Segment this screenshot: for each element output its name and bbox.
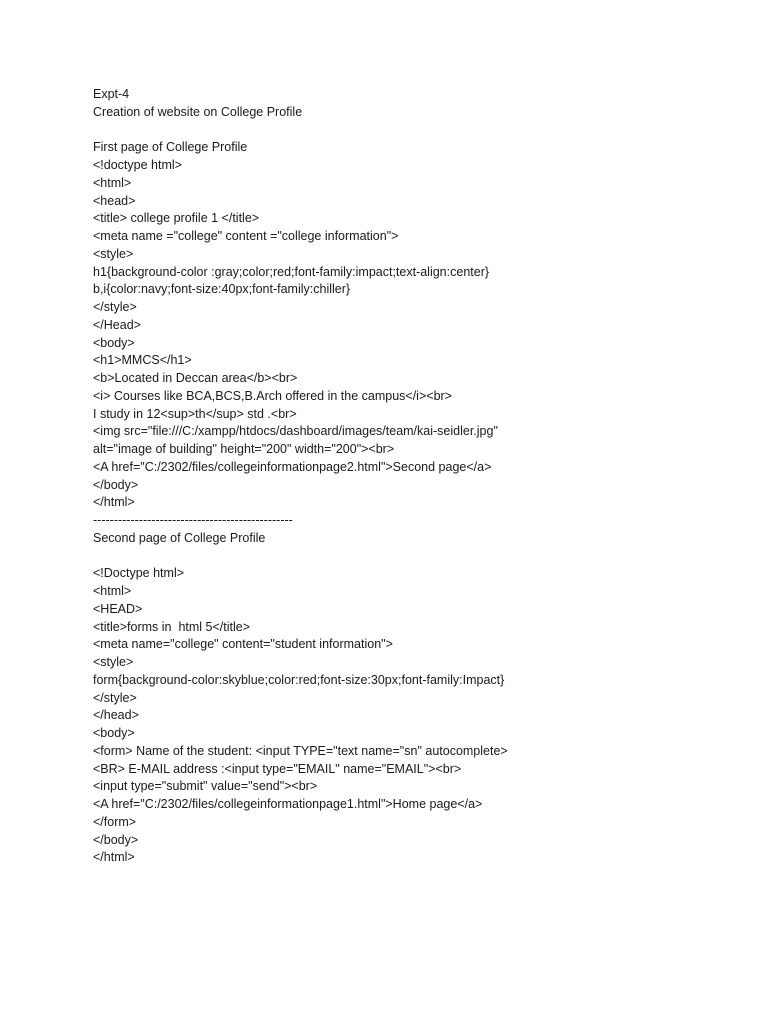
code-line: <A href="C:/2302/files/collegeinformationpage1.html">Home page</a> — [93, 797, 483, 811]
code-line: form{background-color:skyblue;color:red;font-size:30px;font-family:Impact} — [93, 672, 505, 687]
code-line: <A href="C:/2302/files/collegeinformationpage2.html">Second page</a> — [93, 459, 492, 474]
code-line: <b>Located in Deccan area</b><br> — [93, 371, 298, 385]
code-line: <body> — [93, 335, 135, 350]
code-line: </html> — [93, 495, 135, 510]
code-line: <title>forms in html 5</title> — [93, 619, 251, 634]
document-heading: Expt-4 — [93, 87, 130, 101]
code-line: <html> — [93, 175, 132, 190]
code-line: <meta name="college" content="student information"> — [93, 637, 393, 652]
first-section-title: First page of College Profile — [93, 140, 248, 155]
blank-line — [93, 122, 733, 140]
code-line: </style> — [93, 690, 137, 705]
code-line: I study in 12<sup>th</sup> std .<br> — [93, 406, 297, 421]
code-line: </body> — [93, 832, 139, 847]
section-separator: ------------------------------------------------ — [93, 513, 293, 527]
document-page — [93, 86, 733, 867]
second-code-block — [93, 565, 733, 867]
code-line: <i> Courses like BCA,BCS,B.Arch offered in the campus</i><br> — [93, 388, 452, 403]
code-line: <body> — [93, 726, 135, 740]
code-line: alt="image of building" height="200" width="200"><br> — [93, 442, 395, 456]
code-line: b,i{color:navy;font-size:40px;font-family:chiller} — [93, 282, 351, 297]
code-line: <input type="submit" value="send"><br> — [93, 779, 318, 794]
second-section-title: Second page of College Profile — [93, 530, 266, 545]
code-line: </Head> — [93, 317, 141, 332]
code-line: <head> — [93, 193, 136, 208]
code-line: <h1>MMCS</h1> — [93, 353, 192, 368]
code-line: <meta name ="college" content ="college information"> — [93, 229, 399, 243]
code-line: </form> — [93, 814, 137, 829]
code-line: <title> college profile 1 </title> — [93, 211, 260, 226]
code-line: <BR> E-MAIL address :<input type="EMAIL" name="EMAIL"><br> — [93, 761, 462, 776]
code-line: <HEAD> — [93, 601, 143, 616]
code-line: <!doctype html> — [93, 158, 182, 172]
code-line: <style> — [93, 246, 134, 261]
code-line: <form> Name of the student: <input TYPE="text name="sn" autocomplete> — [93, 743, 508, 758]
code-line: <html> — [93, 584, 132, 598]
code-line: </style> — [93, 300, 137, 314]
document-subheading: Creation of website on College Profile — [93, 104, 303, 119]
blank-line — [93, 548, 733, 566]
code-line: <img src="file:///C:/xampp/htdocs/dashboard/images/team/kai-seidler.jpg" — [93, 424, 498, 439]
code-line: </body> — [93, 477, 139, 492]
code-line: <!Doctype html> — [93, 566, 185, 581]
code-line: </html> — [93, 850, 135, 865]
first-code-block — [93, 157, 733, 512]
code-line: </head> — [93, 708, 139, 723]
code-line: h1{background-color :gray;color;red;font-family:impact;text-align:center} — [93, 264, 490, 279]
code-line: <style> — [93, 655, 134, 669]
